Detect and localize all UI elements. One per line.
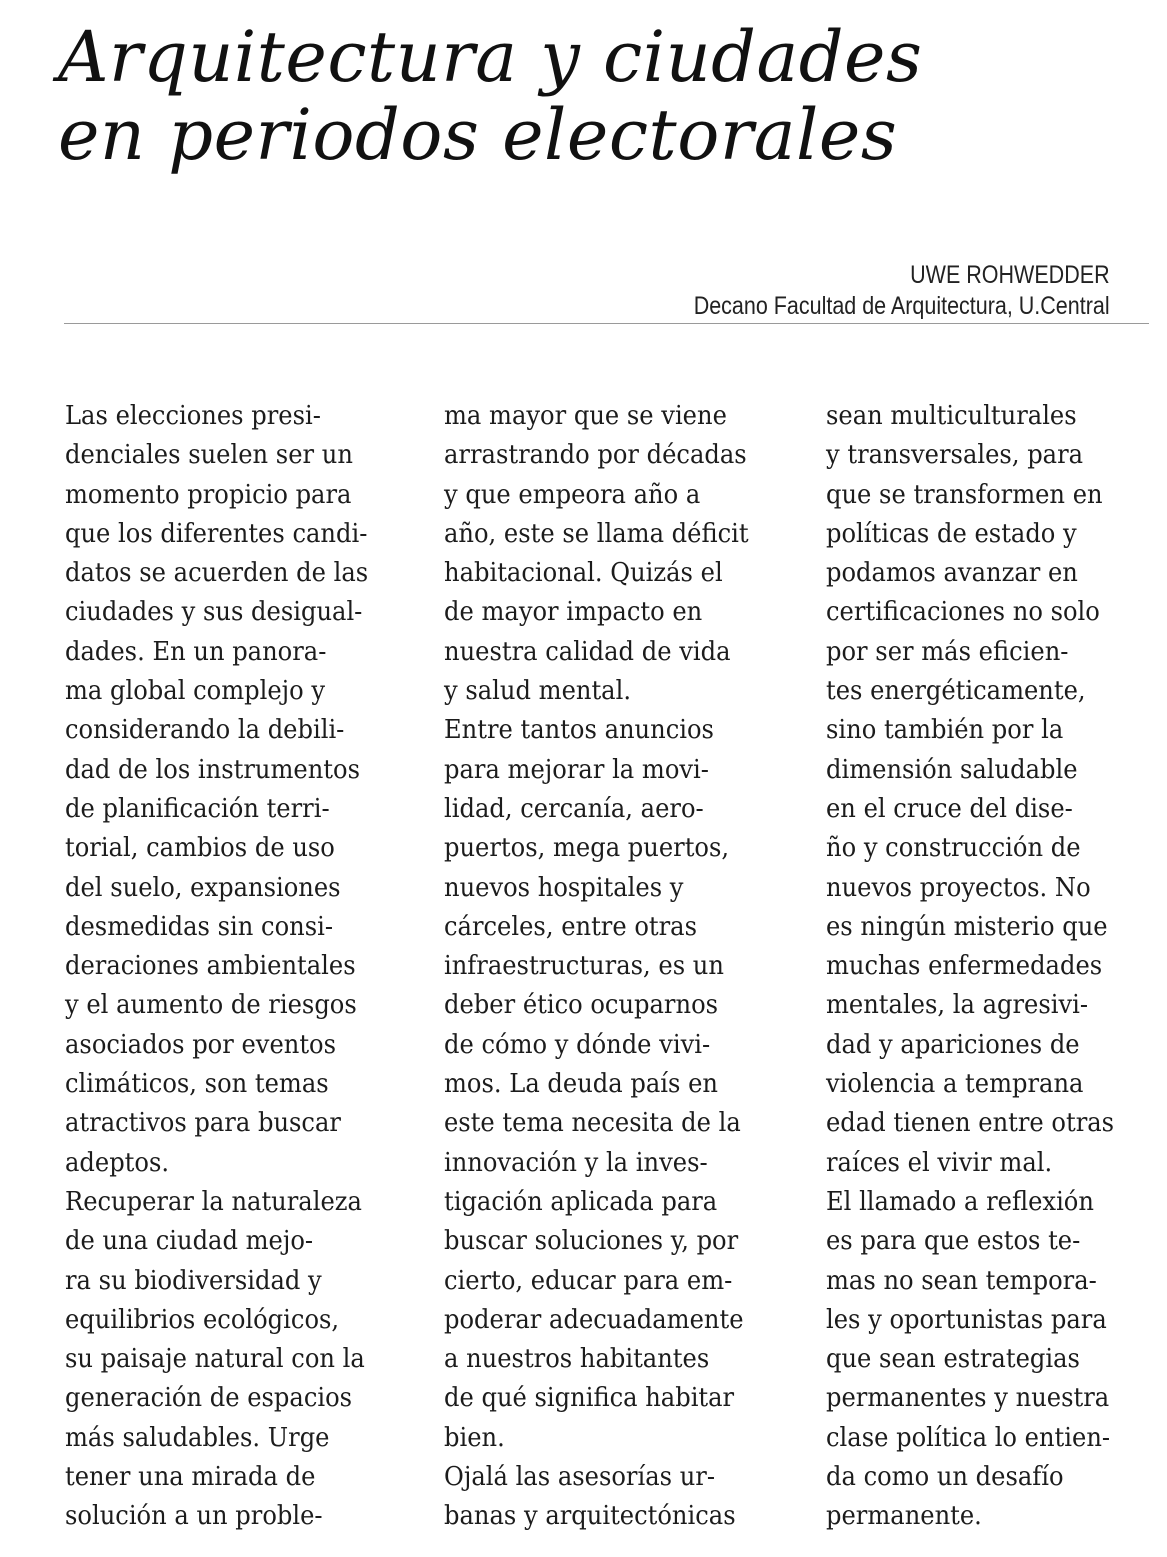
text-line: para mejorar la movi-: [444, 754, 709, 785]
text-line: edad tienen entre otras: [826, 1108, 1115, 1139]
text-line: les y oportunistas para: [826, 1304, 1107, 1335]
title-line-1: Arquitectura y ciudades: [58, 16, 923, 98]
author-name: UWE ROHWEDDER: [910, 261, 1110, 289]
text-line: datos se acuerden de las: [65, 558, 369, 589]
text-line: dad de los instrumentos: [65, 754, 360, 785]
article-title: [58, 18, 922, 174]
text-line: ma mayor que se viene: [444, 401, 727, 431]
text-line: infraestructuras, es un: [444, 951, 724, 982]
text-line: permanentes y nuestra: [826, 1383, 1110, 1414]
text-line: deber ético ocuparnos: [444, 990, 719, 1021]
text-line: raíces el vivir mal.: [826, 1147, 1053, 1178]
text-line: climáticos, son temas: [65, 1069, 329, 1100]
text-line: lidad, cercanía, aero-: [444, 793, 704, 824]
text-line: este tema necesita de la: [444, 1108, 741, 1139]
text-line: tigación aplicada para: [444, 1186, 718, 1217]
text-line: mentales, la agresivi-: [826, 990, 1089, 1021]
text-column-2: [444, 397, 772, 1537]
text-line: dades. En un panora-: [65, 636, 327, 667]
text-line: El llamado a reflexión: [826, 1186, 1094, 1217]
text-line: cierto, educar para em-: [444, 1265, 733, 1296]
text-line: que sean estrategias: [826, 1344, 1080, 1375]
text-line: nuestra calidad de vida: [444, 636, 731, 667]
text-line: muchas enfermedades: [826, 951, 1103, 982]
text-line: de mayor impacto en: [444, 597, 703, 628]
text-line: del suelo, expansiones: [65, 872, 341, 903]
text-line: poderar adecuadamente: [444, 1304, 744, 1335]
text-line: por ser más eficien-: [826, 636, 1069, 667]
text-line: asociados por eventos: [65, 1029, 337, 1060]
text-line: de cómo y dónde vivi-: [444, 1029, 711, 1060]
text-line: cárceles, entre otras: [444, 911, 698, 942]
text-line: ra su biodiversidad y: [65, 1265, 322, 1296]
text-line: da como un desafío: [826, 1462, 1064, 1493]
text-line: de una ciudad mejo-: [65, 1226, 314, 1257]
text-line: más saludables. Urge: [65, 1422, 330, 1453]
text-line: que los diferentes candi-: [65, 518, 368, 549]
text-line: ma global complejo y: [65, 676, 326, 707]
text-line: Ojalá las asesorías ur-: [444, 1462, 716, 1493]
text-line: certificaciones no solo: [826, 597, 1100, 628]
text-line: solución a un proble-: [65, 1501, 323, 1532]
text-column-3: [826, 397, 1136, 1537]
text-line: a nuestros habitantes: [444, 1344, 710, 1375]
text-line: momento propicio para: [65, 479, 352, 510]
text-line: buscar soluciones y, por: [444, 1226, 739, 1257]
text-line: clase política lo entien-: [826, 1422, 1111, 1453]
text-line: su paisaje natural con la: [65, 1344, 365, 1375]
text-line: considerando la debili-: [65, 715, 345, 746]
text-line: desmedidas sin consi-: [65, 911, 334, 942]
text-line: Recuperar la naturaleza: [65, 1186, 362, 1217]
text-line: deraciones ambientales: [65, 951, 356, 982]
text-line: sino también por la: [826, 715, 1064, 746]
text-line: de planificación terri-: [65, 793, 330, 824]
text-line: permanente.: [826, 1501, 982, 1532]
text-line: Las elecciones presi-: [65, 401, 321, 431]
text-line: bien.: [444, 1422, 505, 1453]
text-line: y salud mental.: [444, 676, 632, 707]
text-line: y que empeora año a: [444, 479, 701, 510]
text-line: es ningún misterio que: [826, 911, 1108, 942]
text-line: violencia a temprana: [826, 1069, 1084, 1100]
byline: [626, 260, 1110, 322]
text-line: torial, cambios de uso: [65, 833, 335, 864]
text-line: ciudades y sus desigual-: [65, 597, 363, 628]
title-line-2: en periodos electorales: [58, 94, 898, 176]
text-line: tes energéticamente,: [826, 676, 1086, 707]
text-line: ño y construcción de: [826, 833, 1081, 864]
text-line: podamos avanzar en: [826, 558, 1078, 589]
text-column-1: [65, 397, 391, 1537]
text-line: puertos, mega puertos,: [444, 833, 730, 864]
text-line: arrastrando por décadas: [444, 440, 747, 471]
text-line: denciales suelen ser un: [65, 440, 353, 471]
text-line: tener una mirada de: [65, 1462, 316, 1493]
text-line: sean multiculturales: [826, 401, 1077, 431]
text-line: que se transformen en: [826, 479, 1103, 510]
text-line: año, este se llama déficit: [444, 518, 749, 549]
text-line: dad y apariciones de: [826, 1029, 1080, 1060]
text-line: en el cruce del dise-: [826, 793, 1073, 824]
text-line: de qué significa habitar: [444, 1383, 735, 1414]
text-line: nuevos proyectos. No: [826, 872, 1091, 903]
text-line: mos. La deuda país en: [444, 1069, 718, 1100]
author-role: Decano Facultad de Arquitectura, U.Central: [694, 292, 1110, 320]
text-line: banas y arquitectónicas: [444, 1501, 736, 1532]
text-line: dimensión saludable: [826, 754, 1078, 785]
text-line: y el aumento de riesgos: [65, 990, 357, 1021]
text-line: atractivos para buscar: [65, 1108, 341, 1139]
text-line: mas no sean tempora-: [826, 1265, 1097, 1296]
text-line: y transversales, para: [826, 440, 1084, 471]
text-line: generación de espacios: [65, 1383, 353, 1414]
text-line: nuevos hospitales y: [444, 872, 684, 903]
text-line: Entre tantos anuncios: [444, 715, 714, 746]
text-line: habitacional. Quizás el: [444, 558, 723, 589]
text-line: políticas de estado y: [826, 518, 1077, 549]
text-line: es para que estos te-: [826, 1226, 1081, 1257]
text-line: innovación y la inves-: [444, 1147, 708, 1178]
text-line: equilibrios ecológicos,: [65, 1304, 340, 1335]
text-line: adeptos.: [65, 1147, 170, 1178]
header-divider: [64, 323, 1149, 324]
